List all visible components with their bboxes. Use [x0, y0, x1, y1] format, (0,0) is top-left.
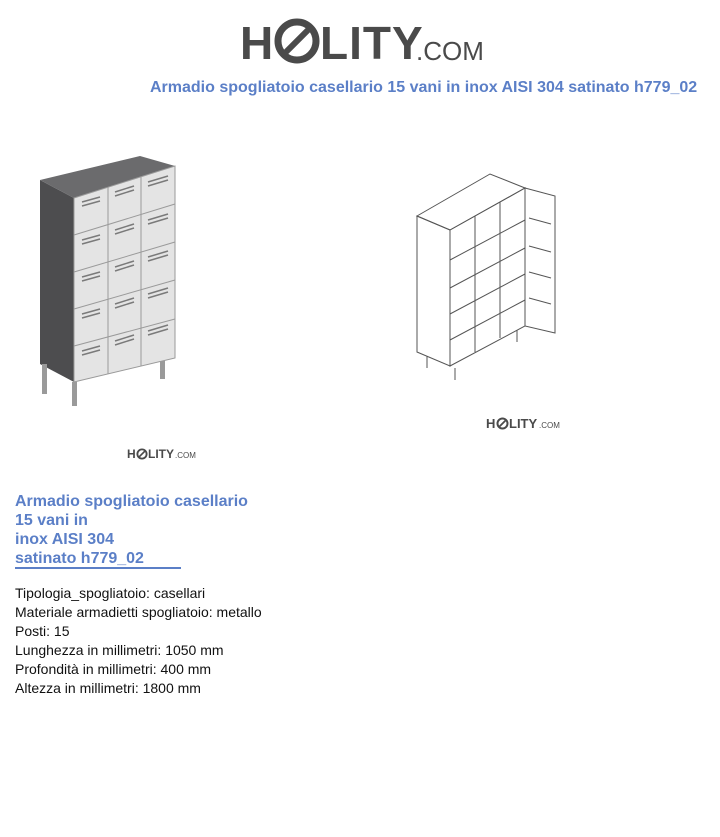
- product-title-line: inox AISI 304: [15, 531, 114, 548]
- spec-value: casellari: [153, 585, 206, 601]
- spec-row: Lunghezza in millimetri: 1050 mm: [15, 642, 224, 658]
- logo-word-lity: LITY: [320, 17, 424, 69]
- spec-label: Altezza in millimetri: [15, 680, 135, 696]
- logo-o-icon: [274, 18, 320, 64]
- spec-label: Tipologia_spogliatoio: [15, 585, 147, 601]
- title-underline: [15, 567, 181, 569]
- product-title-line: 15 vani in: [15, 512, 88, 529]
- spec-row: Profondità in millimetri: 400 mm: [15, 661, 212, 677]
- product-title-link[interactable]: [15, 492, 275, 568]
- logo-small-h: H: [127, 447, 136, 461]
- spec-row: Tipologia_spogliatoio: casellari: [15, 585, 206, 601]
- logo-small-suffix: .COM: [175, 451, 196, 460]
- spec-row: Posti: 15: [15, 623, 70, 639]
- spec-value: 400 mm: [160, 661, 212, 677]
- product-specs: [15, 584, 262, 698]
- page-title: Armadio spogliatoio casellario 15 vani in inox AISI 304 satinato h779_02: [150, 79, 698, 96]
- spec-value: 1050 mm: [165, 642, 224, 658]
- logo-small-lity: LITY: [148, 447, 174, 461]
- brand-logo[interactable]: [240, 14, 485, 70]
- spec-value: 1800 mm: [142, 680, 201, 696]
- logo-small-o-icon: [136, 448, 148, 460]
- spec-label: Profondità in millimetri: [15, 661, 153, 677]
- spec-label: Materiale armadietti spogliatoio: [15, 604, 209, 620]
- logo-small-suffix: .COM: [539, 421, 560, 430]
- logo-small-lity: LITY: [509, 416, 538, 431]
- logo-letter-h: H: [240, 17, 275, 69]
- spec-value: metallo: [216, 604, 262, 620]
- product-title-line: Armadio spogliatoio casellario: [15, 493, 248, 510]
- product-title-line: satinato h779_02: [15, 550, 144, 567]
- spec-row: Materiale armadietti spogliatoio: metallo: [15, 604, 262, 620]
- brand-logo-small: [486, 416, 566, 432]
- product-image-closed[interactable]: [30, 150, 190, 410]
- logo-suffix: .COM: [416, 36, 484, 66]
- spec-label: Lunghezza in millimetri: [15, 642, 158, 658]
- spec-label: Posti: [15, 623, 47, 639]
- spec-value: 15: [53, 623, 70, 639]
- spec-row: Altezza in millimetri: 1800 mm: [15, 680, 201, 696]
- logo-small-h: H: [486, 416, 496, 431]
- product-image-open[interactable]: [405, 168, 570, 383]
- logo-small-o-icon: [496, 417, 509, 430]
- brand-logo-small: [127, 447, 197, 463]
